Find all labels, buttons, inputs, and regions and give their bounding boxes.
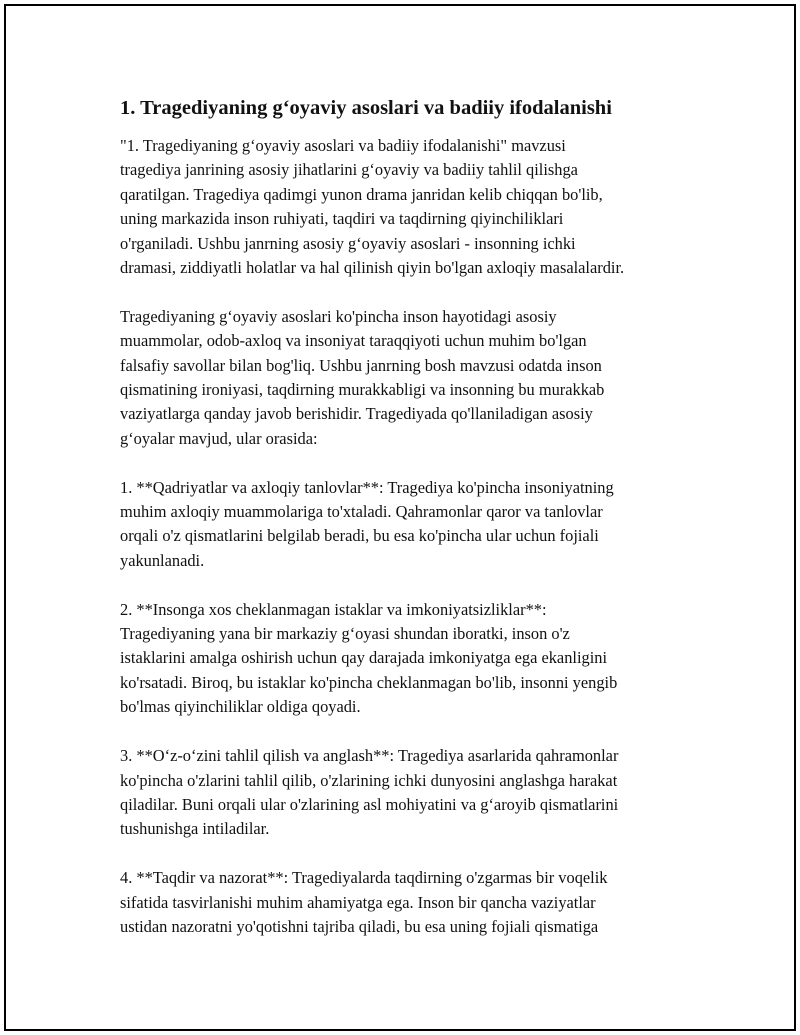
paragraph-intro [120,134,690,280]
text-line: qismatining ironiyasi, taqdirning murakkabligi va insonning bu murakkab [120,380,605,400]
text-line: qiladilar. Buni orqali ular o'zlarining asl mohiyatini va g‘aroyib qismatlarini [120,794,619,814]
text-line: qaratilgan. Tragediya qadimgi yunon drama janridan kelib chiqqan bo'lib, [120,184,603,204]
text-line: 4. **Taqdir va nazorat**: Tragediyalarda taqdirning o'zgarmas bir voqelik [120,868,608,888]
text-line: sifatida tasvirlanishi muhim ahamiyatga ega. Inson bir qancha vaziyatlar [120,892,596,912]
text-line: vaziyatlarga qanday javob berishidir. Tragediyada qo'llaniladigan asosiy [120,404,593,424]
text-line: g‘oyalar mavjud, ular orasida: [120,428,318,448]
text-line: muammolar, odob-axloq va insoniyat taraqqiyoti uchun muhim bo'lgan [120,331,587,351]
text-line: tushunishga intiladilar. [120,819,270,839]
text-line: dramasi, ziddiyatli holatlar va hal qilinish qiyin bo'lgan axloqiy masalalardir. [120,258,625,278]
text-line: 2. **Insonga xos cheklanmagan istaklar va imkoniyatsizliklar**: [120,599,547,619]
text-line: o'rganiladi. Ushbu janrning asosiy g‘oyaviy asoslari - insonning ichki [120,233,576,253]
text-line: 3. **O‘z-o‘zini tahlil qilish va anglash**: Tragediya asarlarida qahramonlar [120,746,619,766]
text-line: Tragediyaning g‘oyaviy asoslari ko'pincha inson hayotidagi asosiy [120,306,557,326]
text-line: 1. **Qadriyatlar va axloqiy tanlovlar**: Tragediya ko'pincha insoniyatning [120,477,614,497]
list-item-2 [120,598,690,720]
document-page [4,4,796,1031]
text-line: muhim axloqiy muammolariga to'xtaladi. Qahramonlar qaror va tanlovlar [120,502,603,522]
text-line: uning markazida inson ruhiyati, taqdiri va taqdirning qiyinchiliklari [120,209,564,229]
text-line: orqali o'z qismatlarini belgilab beradi, bu esa ko'pincha ular uchun fojiali [120,526,599,546]
document-body [120,94,690,964]
text-line: ko'pincha o'zlarini tahlil qilib, o'zlarining ichki dunyosini anglashga harakat [120,770,618,790]
text-line: ustidan nazoratni yo'qotishni tajriba qiladi, bu esa uning fojiali qismatiga [120,916,599,936]
text-line: ko'rsatadi. Biroq, bu istaklar ko'pincha cheklanmagan bo'lib, insonni yengib [120,672,618,692]
list-item-4 [120,866,690,939]
list-item-3 [120,744,690,842]
text-line: istaklarini amalga oshirish uchun qay darajada imkoniyatga ega ekanligini [120,648,608,668]
text-line: tragediya janrining asosiy jihatlarini g‘oyaviy va badiiy tahlil qilishga [120,160,578,180]
text-line: bo'lmas qiyinchiliklar oldiga qoyadi. [120,697,361,717]
text-line: "1. Tragediyaning g‘oyaviy asoslari va badiiy ifodalanishi" mavzusi [120,136,566,155]
text-line: Tragediyaning yana bir markaziy g‘oyasi shundan iboratki, inson o'z [120,624,570,644]
text-line: falsafiy savollar bilan bog'liq. Ushbu janrning bosh mavzusi odatda inson [120,355,602,375]
list-item-1 [120,476,690,574]
text-line: yakunlanadi. [120,550,205,570]
paragraph-ideas [120,305,690,451]
document-title: 1. Tragediyaning g‘oyaviy asoslari va badiiy ifodalanishi [120,97,612,119]
